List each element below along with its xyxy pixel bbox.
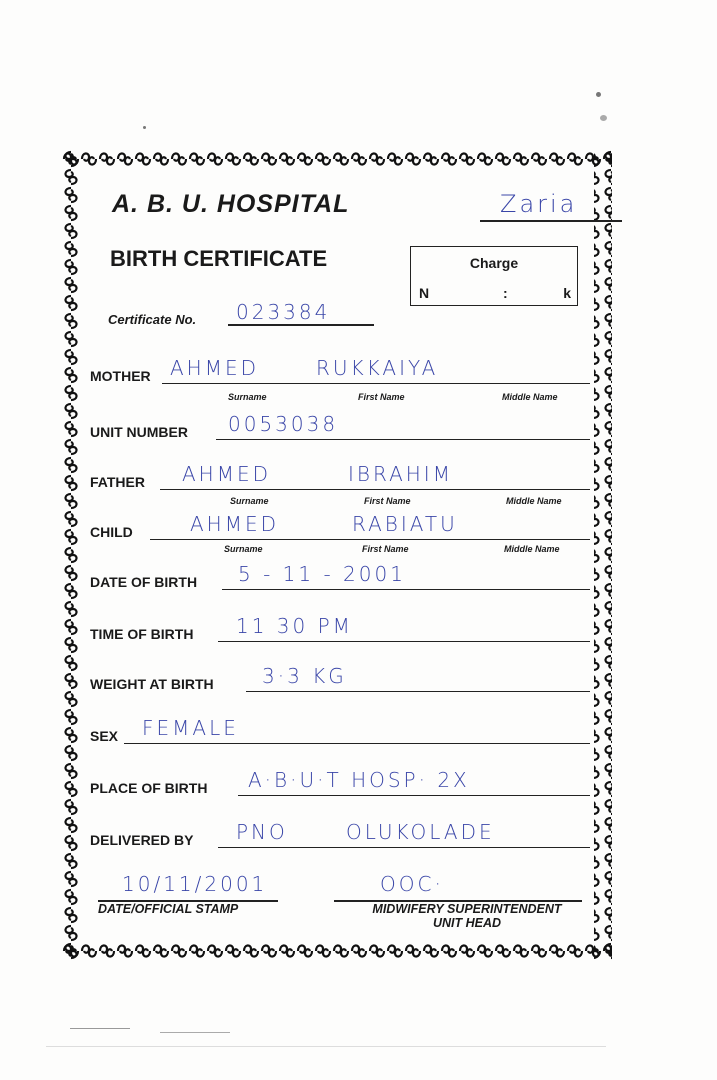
weight-line [246, 691, 590, 693]
date-of-birth-field [90, 564, 590, 594]
charge-naira: N [419, 285, 430, 301]
delivered-by-field [90, 822, 590, 852]
unit-number-field [90, 414, 590, 444]
father-field [90, 464, 590, 494]
delivered-by-line [218, 847, 590, 849]
sex-field [90, 718, 590, 748]
child-line [150, 539, 590, 541]
time-of-birth-label: TIME OF BIRTH [90, 626, 194, 642]
time-of-birth-field [90, 616, 590, 646]
document-title: BIRTH CERTIFICATE [110, 246, 328, 271]
sex-line [124, 743, 590, 745]
father-firstname-caption: First Name [364, 496, 411, 506]
weight-field [90, 666, 590, 696]
charge-title: Charge [469, 255, 519, 271]
stamp-date: 10/11/2001 [122, 872, 268, 896]
scan-speck [600, 115, 607, 121]
place-of-birth: A·B·U·T HOSP· 2X [248, 768, 470, 792]
weight-label: WEIGHT AT BIRTH [90, 676, 214, 692]
scan-edge-line [46, 1046, 606, 1047]
child-firstname-caption: First Name [362, 544, 409, 554]
place-of-birth-field [90, 770, 590, 800]
sex-value: FEMALE [142, 716, 239, 740]
scan-dash [160, 1032, 230, 1033]
superintendent-title: MIDWIFERY SUPERINTENDENT [372, 902, 562, 916]
mother-surname: AHMED [170, 356, 260, 380]
father-label: FATHER [90, 474, 145, 490]
delivered-by-label: DELIVERED BY [90, 832, 194, 848]
certificate-number-label: Certificate No. [108, 312, 197, 327]
mother-surname-caption: Surname [228, 392, 267, 402]
father-surname-caption: Surname [230, 496, 269, 506]
unit-head-title: UNIT HEAD [432, 916, 502, 930]
delivered-by-name: OLUKOLADE [346, 820, 495, 844]
father-line [160, 489, 590, 491]
date-official-stamp-label: DATE/OFFICIAL STAMP [98, 902, 239, 916]
mother-firstname-caption: First Name [358, 392, 405, 402]
weight-value: 3·3 KG [262, 664, 347, 688]
birth-certificate [62, 150, 612, 960]
scan-dash [70, 1028, 130, 1029]
father-first-name: IBRAHIM [348, 462, 453, 486]
mother-label: MOTHER [90, 368, 151, 384]
charge-kobo: k [563, 285, 571, 301]
certificate-number-line [228, 324, 374, 326]
mother-line [162, 383, 590, 385]
location-line [480, 220, 622, 222]
time-of-birth: 11 30 PM [236, 614, 353, 638]
father-middlename-caption: Middle Name [506, 496, 562, 506]
date-of-birth-line [222, 589, 590, 591]
hospital-title-row [112, 190, 582, 226]
charge-colon: : [503, 285, 508, 301]
time-of-birth-line [218, 641, 590, 643]
charge-box [410, 246, 578, 306]
date-of-birth-label: DATE OF BIRTH [90, 574, 198, 590]
scan-speck [143, 126, 146, 129]
scan-speck [596, 92, 601, 97]
mother-middlename-caption: Middle Name [502, 392, 558, 402]
unit-number: 0053038 [228, 412, 339, 436]
place-of-birth-label: PLACE OF BIRTH [90, 780, 208, 796]
hospital-location: Zaria [500, 190, 578, 218]
certificate-number: 023384 [236, 300, 331, 324]
unit-number-label: UNIT NUMBER [90, 424, 188, 440]
hospital-title: A. B. U. HOSPITAL [112, 190, 350, 218]
child-surname-caption: Surname [224, 544, 263, 554]
mother-first-name: RUKKAIYA [316, 356, 439, 380]
superintendent-label [352, 902, 582, 930]
unit-number-line [216, 439, 590, 441]
child-field [90, 514, 590, 544]
place-of-birth-line [238, 795, 590, 797]
child-first-name: RABIATU [352, 512, 458, 536]
child-surname: AHMED [190, 512, 280, 536]
child-label: CHILD [90, 524, 133, 540]
delivered-by-title: PNO [236, 820, 288, 844]
mother-field [90, 358, 590, 388]
superintendent-signature: OOC· [380, 872, 444, 896]
father-surname: AHMED [182, 462, 272, 486]
sex-label: SEX [90, 728, 119, 744]
date-of-birth: 5 - 11 - 2001 [238, 562, 406, 586]
child-middlename-caption: Middle Name [504, 544, 560, 554]
